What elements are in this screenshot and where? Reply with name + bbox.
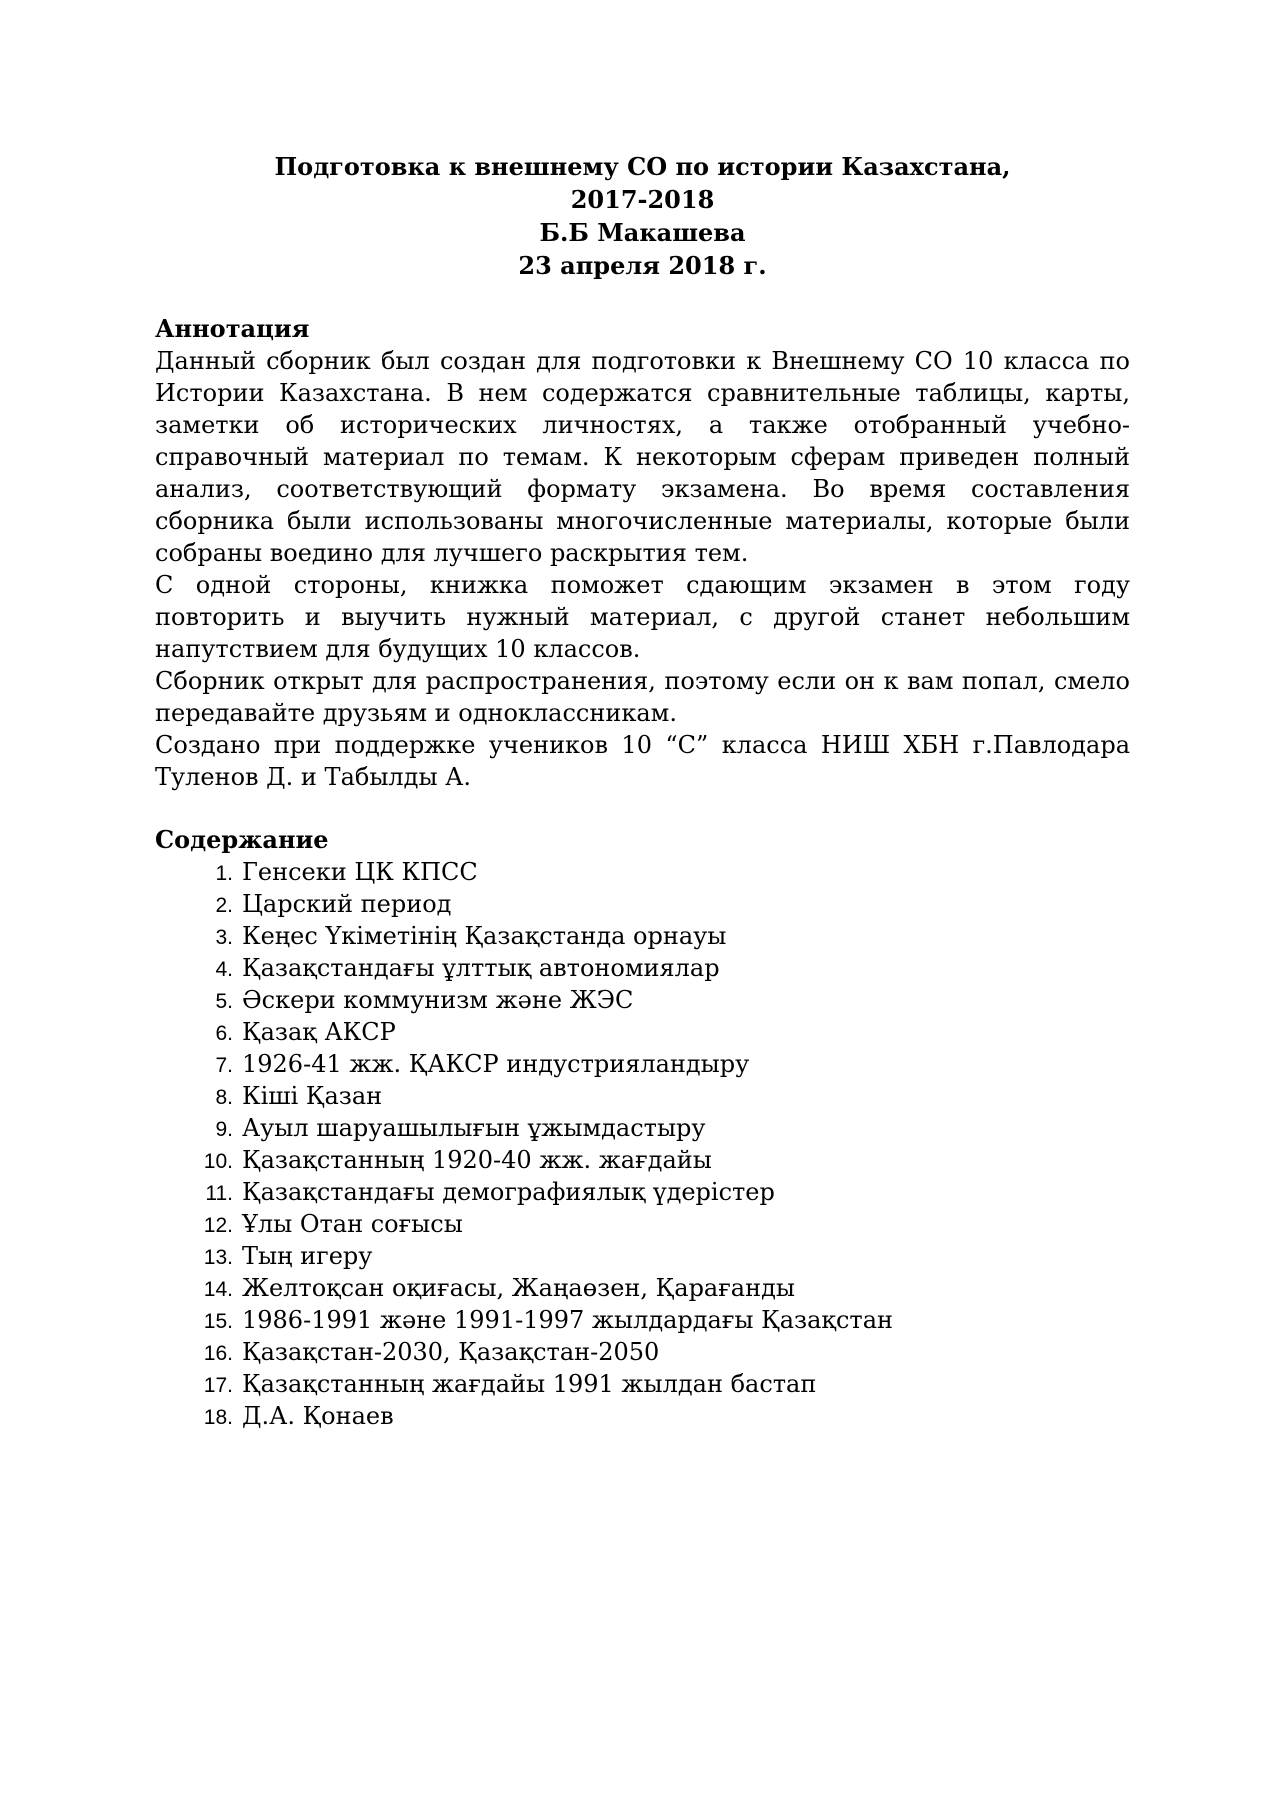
- toc-item-text: Қазақстанның 1920-40 жж. жағдайы: [242, 1146, 712, 1174]
- toc-item: [155, 1272, 1130, 1304]
- toc-item-text: Қазақстан-2030, Қазақстан-2050: [242, 1338, 660, 1366]
- toc-item: [155, 1048, 1130, 1080]
- toc-item-number: 12.: [203, 1214, 233, 1237]
- toc-item-number: 5.: [215, 990, 233, 1013]
- toc-item: [155, 1304, 1130, 1336]
- toc-item: [155, 984, 1130, 1016]
- toc-item: [155, 1176, 1130, 1208]
- toc-item: [155, 1400, 1130, 1432]
- toc-item-text: Қазақстанның жағдайы 1991 жылдан бастап: [242, 1370, 817, 1398]
- toc-item: [155, 1080, 1130, 1112]
- toc-item-number: 16.: [203, 1342, 233, 1365]
- toc-item-text: Ауыл шаруашылығын ұжымдастыру: [242, 1114, 706, 1142]
- title-line-2: 2017-2018: [570, 185, 715, 214]
- title-line-1: Подготовка к внешнему СО по истории Казахстана,: [274, 152, 1011, 181]
- toc-item-text: Тың игеру: [242, 1242, 373, 1270]
- toc-item: [155, 952, 1130, 984]
- toc-item-text: Кіші Қазан: [242, 1082, 383, 1110]
- title-author: Б.Б Макашева: [539, 218, 746, 247]
- toc-item-text: Д.А. Қонаев: [242, 1402, 394, 1430]
- toc-item: [155, 920, 1130, 952]
- toc-item: [155, 888, 1130, 920]
- toc-item-number: 13.: [203, 1246, 233, 1269]
- toc-item-number: 6.: [215, 1022, 233, 1045]
- toc-item: [155, 1112, 1130, 1144]
- toc-item: [155, 1336, 1130, 1368]
- toc-item-text: Қазақстандағы ұлттық автономиялар: [242, 954, 720, 982]
- annotation-heading: Аннотация: [155, 314, 310, 343]
- toc-item-number: 3.: [215, 926, 233, 949]
- toc-item-number: 17.: [203, 1374, 233, 1397]
- annotation-paragraph-3: Сборник открыт для распространения, поэтому если он к вам попал, смело передавайте друзьям и одноклассникам.: [155, 667, 1130, 727]
- toc-item-number: 8.: [215, 1086, 233, 1109]
- toc-item: [155, 1144, 1130, 1176]
- toc-item-text: 1926-41 жж. ҚАКСР индустрияландыру: [242, 1050, 750, 1078]
- title-date: 23 апреля 2018 г.: [518, 251, 767, 280]
- annotation-paragraph-1: Данный сборник был создан для подготовки к Внешнему СО 10 класса по Истории Казахстана. В нем содержатся сравнительные таблицы, карты, заметки об исторических личностях, а также отобранный учебно-справочный материал по темам. К некоторым сферам приведен полный анализ, соответствующий формату экзамена. Во время составления сборника были использованы многочисленные материалы, которые были собраны воедино для лучшего раскрытия тем.: [155, 347, 1130, 567]
- toc-item-number: 7.: [215, 1054, 233, 1077]
- toc-item-text: Генсеки ЦК КПСС: [242, 858, 478, 886]
- toc-item-text: Ұлы Отан соғысы: [242, 1210, 463, 1238]
- toc-item: [155, 856, 1130, 888]
- toc-item-text: Қазақстандағы демографиялық үдерістер: [242, 1178, 775, 1206]
- toc-item: [155, 1240, 1130, 1272]
- document-title: [155, 150, 1130, 282]
- toc-item-number: 9.: [215, 1118, 233, 1141]
- toc-item: [155, 1208, 1130, 1240]
- toc-item-number: 14.: [203, 1278, 233, 1301]
- toc-item-number: 2.: [215, 894, 233, 917]
- toc-item: [155, 1016, 1130, 1048]
- annotation-paragraph-4: Создано при поддержке учеников 10 “C” класса НИШ ХБН г.Павлодара Туленов Д. и Табылды А.: [155, 731, 1130, 791]
- toc-item-number: 11.: [205, 1182, 233, 1205]
- contents-heading: Содержание: [155, 825, 329, 854]
- toc-item-text: Кеңес Үкіметінің Қазақстанда орнауы: [242, 922, 727, 950]
- toc-item-number: 15.: [203, 1310, 233, 1333]
- toc-item: [155, 1368, 1130, 1400]
- toc-item-number: 18.: [203, 1406, 233, 1429]
- toc-item-text: Қазақ АКСР: [242, 1018, 396, 1046]
- toc-item-text: 1986-1991 және 1991-1997 жылдардағы Қазақстан: [242, 1306, 893, 1334]
- toc-item-text: Царский период: [242, 890, 452, 918]
- annotation-paragraph-2: С одной стороны, книжка поможет сдающим экзамен в этом году повторить и выучить нужный материал, с другой станет небольшим напутствием для будущих 10 классов.: [155, 571, 1130, 663]
- toc-item-number: 1.: [215, 862, 233, 885]
- toc-item-text: Желтоқсан оқиғасы, Жаңаөзен, Қарағанды: [242, 1274, 795, 1302]
- table-of-contents: [155, 856, 1130, 1432]
- document-page: [155, 150, 1130, 1432]
- toc-item-number: 4.: [215, 958, 233, 981]
- toc-item-number: 10.: [203, 1150, 233, 1173]
- annotation-body: [155, 345, 1130, 793]
- toc-item-text: Әскери коммунизм және ЖЭС: [242, 986, 634, 1014]
